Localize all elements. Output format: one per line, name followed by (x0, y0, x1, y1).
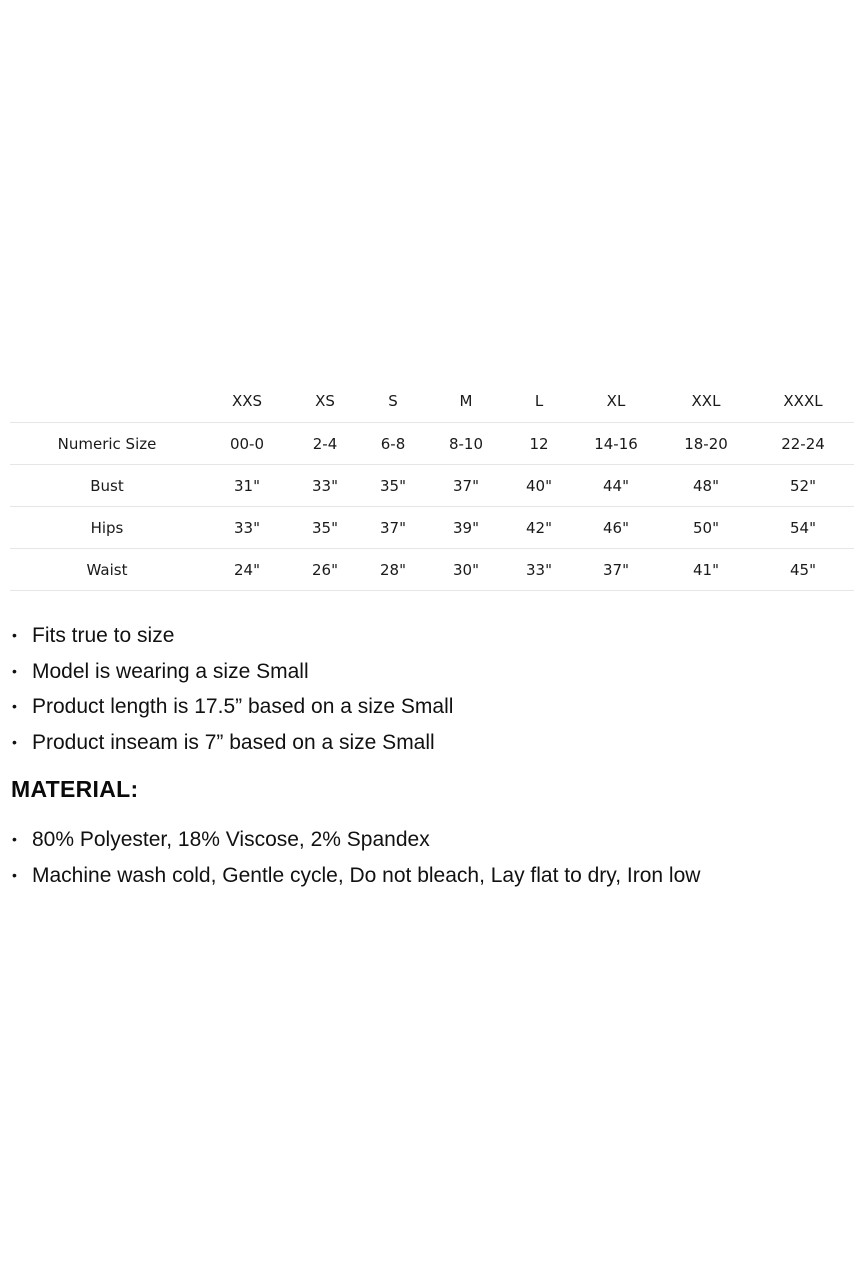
material-list (10, 822, 700, 893)
header-cell-xxs: XXS (204, 380, 290, 423)
table-cell: 33" (204, 507, 290, 549)
table-cell: 41" (660, 549, 752, 591)
fit-note-text: Product inseam is 7” based on a size Small (32, 730, 435, 754)
table-cell: 12 (506, 423, 572, 465)
table-cell: 33" (506, 549, 572, 591)
bullet-icon: • (12, 627, 17, 643)
header-cell-s: S (360, 380, 426, 423)
table-cell: 26" (290, 549, 360, 591)
table-cell: 42" (506, 507, 572, 549)
table-row-hips (10, 507, 854, 549)
table-cell: 39" (426, 507, 506, 549)
list-item (10, 654, 453, 690)
header-cell-xl: XL (572, 380, 660, 423)
table-cell: 24" (204, 549, 290, 591)
size-chart-header (10, 380, 854, 423)
care-text: Machine wash cold, Gentle cycle, Do not bleach, Lay flat to dry, Iron low (32, 863, 701, 887)
table-cell: 50" (660, 507, 752, 549)
table-cell: 18-20 (660, 423, 752, 465)
header-cell-m: M (426, 380, 506, 423)
table-cell: 52" (752, 465, 854, 507)
list-item (10, 689, 453, 725)
table-cell: 35" (290, 507, 360, 549)
table-cell: 37" (426, 465, 506, 507)
size-chart-body (10, 423, 854, 591)
table-row-numeric-size (10, 423, 854, 465)
bullet-icon: • (12, 662, 17, 679)
fit-note-text: Model is wearing a size Small (32, 659, 309, 683)
bullet-icon: • (12, 698, 17, 715)
header-cell-l: L (506, 380, 572, 423)
table-cell: 30" (426, 549, 506, 591)
list-item (10, 858, 700, 894)
bullet-icon: • (12, 866, 17, 883)
table-cell: 22-24 (752, 423, 854, 465)
fit-note-text: Fits true to size (32, 624, 175, 647)
list-item (10, 725, 453, 761)
table-cell: 44" (572, 465, 660, 507)
material-heading: MATERIAL: (11, 776, 139, 802)
table-cell: 2-4 (290, 423, 360, 465)
table-cell: 54" (752, 507, 854, 549)
table-cell: 14-16 (572, 423, 660, 465)
row-label: Numeric Size (10, 423, 204, 465)
header-row (10, 380, 854, 423)
table-cell: 37" (360, 507, 426, 549)
header-cell-label (10, 380, 204, 423)
table-cell: 28" (360, 549, 426, 591)
list-item (10, 618, 453, 654)
material-text: 80% Polyester, 18% Viscose, 2% Spandex (32, 828, 430, 851)
header-cell-xxl: XXL (660, 380, 752, 423)
bullet-icon: • (12, 733, 17, 750)
table-cell: 00-0 (204, 423, 290, 465)
table-cell: 48" (660, 465, 752, 507)
header-cell-xs: XS (290, 380, 360, 423)
row-label: Hips (10, 507, 204, 549)
row-label: Waist (10, 549, 204, 591)
table-row-waist (10, 549, 854, 591)
size-chart-table (10, 380, 854, 591)
table-cell: 45" (752, 549, 854, 591)
table-cell: 6-8 (360, 423, 426, 465)
table-cell: 35" (360, 465, 426, 507)
row-label: Bust (10, 465, 204, 507)
fit-notes-list (10, 618, 453, 760)
table-cell: 31" (204, 465, 290, 507)
table-row-bust (10, 465, 854, 507)
header-cell-xxxl: XXXL (752, 380, 854, 423)
table-cell: 46" (572, 507, 660, 549)
table-cell: 33" (290, 465, 360, 507)
bullet-icon: • (12, 831, 17, 847)
fit-note-text: Product length is 17.5” based on a size Small (32, 695, 454, 719)
list-item (10, 822, 700, 858)
table-cell: 8-10 (426, 423, 506, 465)
table-cell: 40" (506, 465, 572, 507)
table-cell: 37" (572, 549, 660, 591)
